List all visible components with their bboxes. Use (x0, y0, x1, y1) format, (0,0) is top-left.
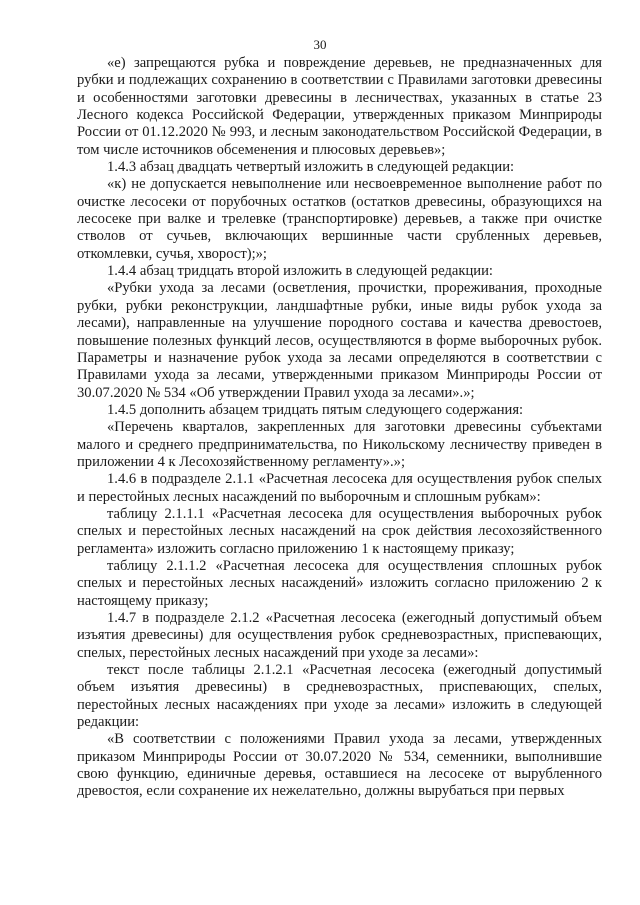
paragraph-clause-k: «к) не допускается невыполнение или несвоевременное выполнение работ по очистке лесосеки от порубочных остатков (остатков древесины, образующихся на лесосеке при валке и трелевке (транспортировке) деревьев, а также при очистке стволов от сучьев, включающих вершинные части срубленных деревьев, откомлевки, сучья, хворост);»; (77, 176, 602, 262)
paragraph-seed-trees: «В соответствии с положениями Правил ухода за лесами, утвержденных приказом Минприроды России от 30.07.2020 № 534, семенники, выполнившие свою функцию, единичные деревья, оставшиеся на лесосеке от вырубленного древостоя, если сохранение их нежелательно, должны вырубаться при первых (77, 731, 602, 800)
paragraph-clause-e: «е) запрещаются рубка и повреждение деревьев, не предназначенных для рубки и подлежащих сохранению в соответствии с Правилами заготовки древесины и особенностями заготовки древесины в лесничествах, указанных в статье 23 Лесного кодекса Российской Федерации, утвержденных приказом Минприроды России от 01.12.2020 № 993, и лесным законодательством Российской Федерации, в том числе источников обсеменения и плюсовых деревьев»; (77, 55, 602, 158)
paragraph-table-2-1-1-2: таблицу 2.1.1.2 «Расчетная лесосека для осуществления сплошных рубок спелых и перестойных лесных насаждений» изложить согласно приложению 2 к настоящему приказу; (77, 557, 602, 609)
paragraph-text-after-table-2-1-2-1: текст после таблицы 2.1.2.1 «Расчетная лесосека (ежегодный допустимый объем изъятия древесины) в средневозрастных, приспевающих, спелых, перестойных лесных насаждениях при уходе за лесами» изложить в следующей редакции: (77, 662, 602, 731)
page-number: 30 (313, 37, 327, 52)
paragraph-1-4-6: 1.4.6 в подразделе 2.1.1 «Расчетная лесосека для осуществления рубок спелых и перестойных лесных насаждений по выборочным и сплошным рубкам»: (77, 471, 602, 505)
paragraph-1-4-5: 1.4.5 дополнить абзацем тридцать пятым следующего содержания: (107, 401, 524, 418)
document-body (77, 55, 602, 801)
paragraph-quarter-list: «Перечень кварталов, закрепленных для заготовки древесины субъектами малого и среднего предпринимательства, по Никольскому лесничеству приведен в приложении 4 к Лесохозяйственному регламенту».»; (77, 419, 602, 470)
paragraph-table-2-1-1-1: таблицу 2.1.1.1 «Расчетная лесосека для осуществления выборочных рубок спелых и перестойных лесных насаждений на срок действия лесохозяйственного регламента» изложить согласно приложению 1 к настоящему приказу; (77, 505, 602, 557)
paragraph-1-4-3: 1.4.3 абзац двадцать четвертый изложить в следующей редакции: (107, 159, 515, 176)
paragraph-1-4-7: 1.4.7 в подразделе 2.1.2 «Расчетная лесосека (ежегодный допустимый объем изъятия древесины) для осуществления рубок средневозрастных, приспевающих, спелых, перестойных лесных насаждений при уходе за лесами»: (77, 610, 602, 661)
paragraph-forest-care-felling: «Рубки ухода за лесами (осветления, прочистки, прореживания, проходные рубки, рубки реконструкции, ландшафтные рубки, иные виды рубок ухода за лесами), направленные на улучшение породного состава и качества древостоев, повышение полезных функций лесов, осуществляются в форме выборочных рубок. Параметры и назначение рубок ухода за лесами определяются в соответствии с Правилами ухода за лесами, утвержденными приказом Минприроды России от 30.07.2020 № 534 «Об утверждении Правил ухода за лесами».»; (77, 280, 602, 401)
paragraph-1-4-4: 1.4.4 абзац тридцать второй изложить в следующей редакции: (107, 263, 493, 280)
